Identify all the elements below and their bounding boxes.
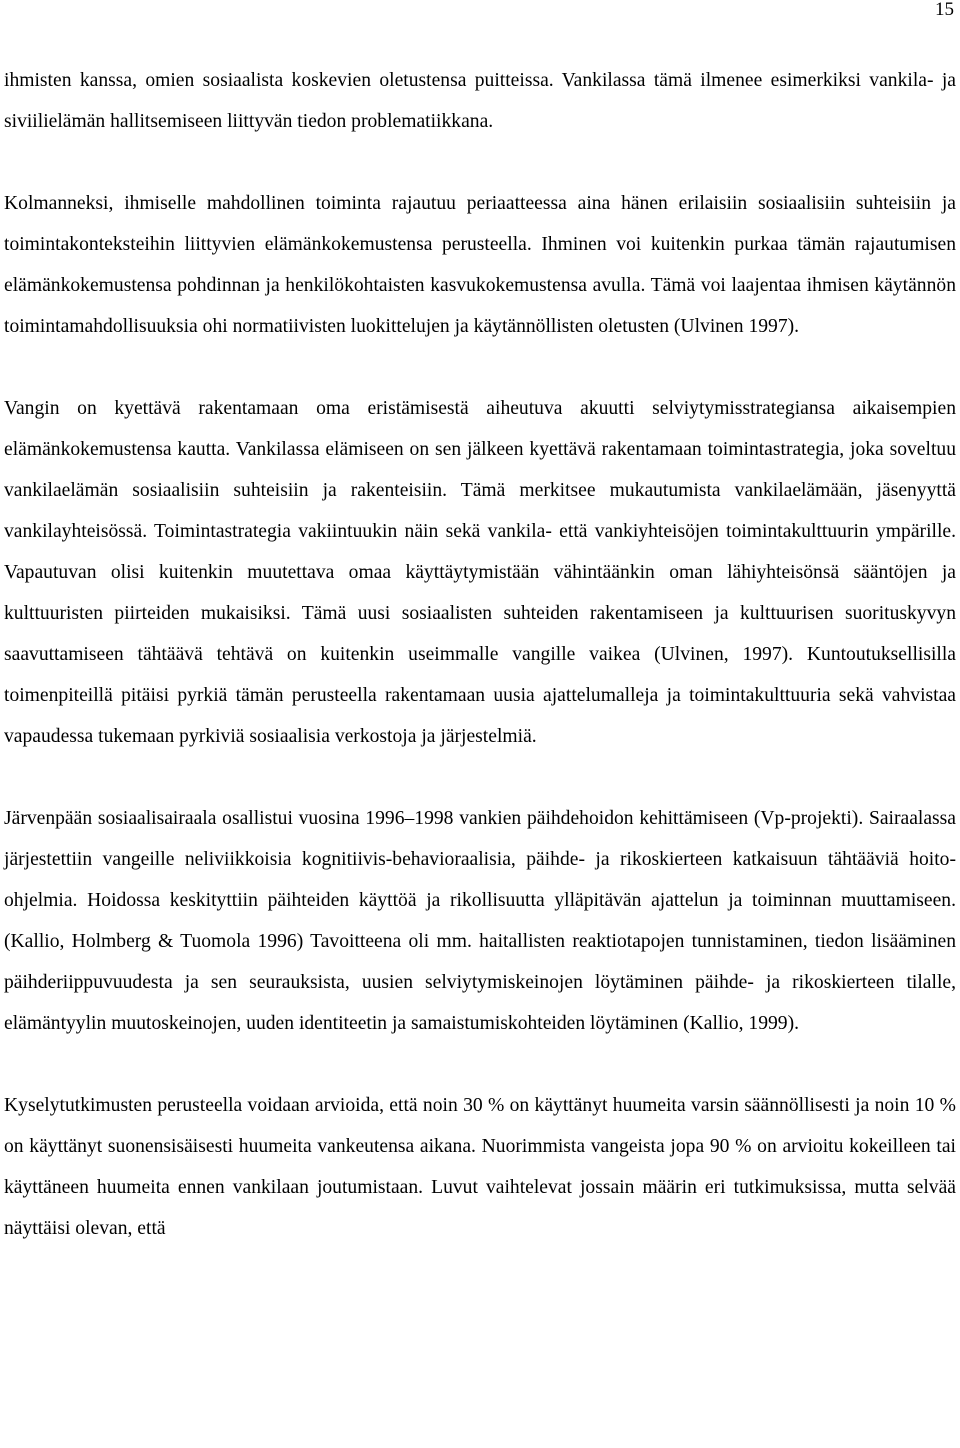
paragraph-4: Järvenpään sosiaalisairaala osallistui vuosina 1996–1998 vankien päihdehoidon kehittämiseen (Vp-projekti). Sairaalassa järjestettiin vangeille neliviikkoisia kognitiivis-behavioraalisia, päihde- ja rikoskierteen katkaisuun tähtääviä hoito-ohjelmia. Hoidossa keskityttiin päihteiden käyttöä ja rikollisuutta ylläpitävän ajattelun ja toiminnan muuttamiseen. (Kallio, Holmberg & Tuomola 1996) Tavoitteena oli mm. haitallisten reaktiotapojen tunnistaminen, tiedon lisääminen päihderiippuvuudesta ja sen seurauksista, uusien selviytymiskeinojen löytäminen päihde- ja rikoskierteen tilalle, elämäntyylin muutoskeinojen, uuden identiteetin ja samaistumiskohteiden löytäminen (Kallio, 1999).	[4, 808, 956, 1034]
paragraph-2: Kolmanneksi, ihmiselle mahdollinen toiminta rajautuu periaatteessa aina hänen erilaisiin sosiaalisiin suhteisiin ja toimintakonteksteihin liittyvien elämänkokemustensa perusteella. Ihminen voi kuitenkin purkaa tämän rajautumisen elämänkokemustensa pohdinnan ja henkilökohtaisten kasvukokemustensa avulla. Tämä voi laajentaa ihmisen käytännön toimintamahdollisuuksia ohi normatiivisten luokittelujen ja käytännöllisten oletusten (Ulvinen 1997).	[4, 193, 956, 337]
paragraph-5: Kyselytutkimusten perusteella voidaan arvioida, että noin 30 % on käyttänyt huumeita varsin säännöllisesti ja noin 10 % on käyttänyt suonensisäisesti huumeita vankeutensa aikana. Nuorimmista vangeista jopa 90 % on arvioitu kokeilleen tai käyttäneen huumeita ennen vankilaan joutumistaan. Luvut vaihtelevat jossain määrin eri tutkimuksissa, mutta selvää näyttäisi olevan, että	[4, 1095, 956, 1239]
paragraph-1: ihmisten kanssa, omien sosiaalista koskevien oletustensa puitteissa. Vankilassa tämä ilmenee esimerkiksi vankila- ja siviilielämän hallitsemiseen liittyvän tiedon problematiikkana.	[4, 70, 956, 132]
paragraph-3: Vangin on kyettävä rakentamaan oma eristämisestä aiheutuva akuutti selviytymisstrategiansa aikaisempien elämänkokemustensa kautta. Vankilassa elämiseen on sen jälkeen kyettävä rakentamaan toimintastrategia, joka soveltuu vankilaelämän sosiaalisiin suhteisiin ja rakenteisiin. Tämä merkitsee mukautumista vankilaelämään, jäsenyyttä vankilayhteisössä. Toimintastrategia vakiintuukin näin sekä vankila- että vankiyhteisöjen toimintakulttuurin ympärille. Vapautuvan olisi kuitenkin muutettava omaa käyttäytymistään vähintäänkin oman lähiyhteisönsä sääntöjen ja kulttuuristen piirteiden mukaisiksi. Tämä uusi sosiaalisten suhteiden rakentamiseen ja kulttuurisen suorituskyvyn saavuttamiseen tähtäävä tehtävä on kuitenkin useimmalle vangille vaikea (Ulvinen, 1997). Kuntoutuksellisilla toimenpiteillä pitäisi pyrkiä tämän perusteella rakentamaan uusia ajattelumalleja ja toimintakulttuuria sekä vahvistaa vapaudessa tukemaan pyrkiviä sosiaalisia verkostoja ja järjestelmiä.	[4, 398, 956, 747]
document-body	[4, 60, 956, 1249]
page-number: 15	[935, 0, 954, 20]
